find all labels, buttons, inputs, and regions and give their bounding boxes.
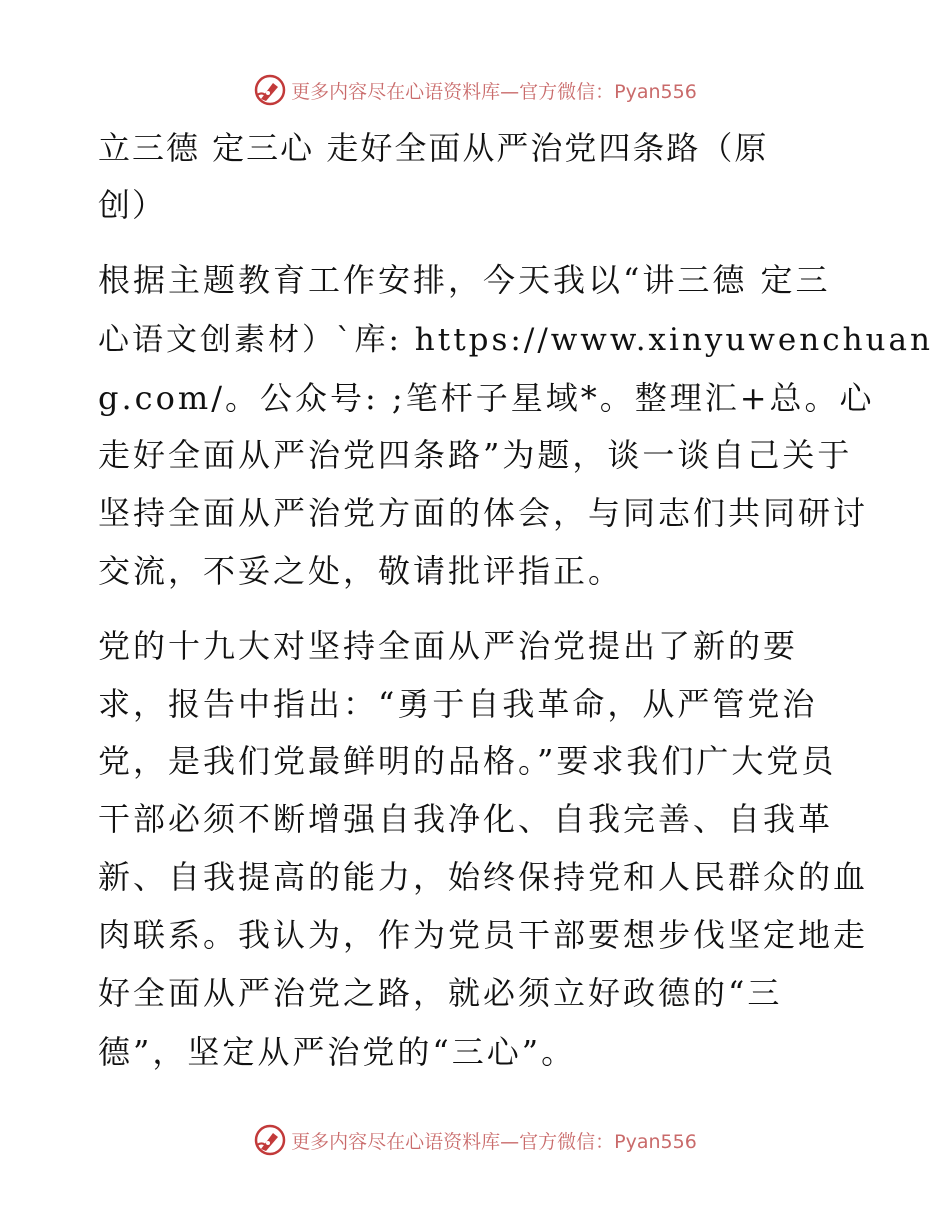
footer-banner-text: 更多内容尽在心语资料库—官方微信：Pyan556	[291, 1130, 697, 1153]
paragraph1-line-1: 根据主题教育工作安排，今天我以“讲三德 定三	[98, 261, 831, 299]
paragraph2-line-5: 新、自我提高的能力，始终保持党和人民群众的血	[98, 858, 869, 896]
paragraph2-line-6: 肉联系。我认为，作为党员干部要想步伐坚定地走	[98, 916, 869, 954]
paragraph1-line-5: 坚持全面从严治党方面的体会，与同志们共同研讨	[98, 494, 869, 532]
paragraph2-line-4: 干部必须不断增强自我净化、自我完善、自我革	[98, 800, 834, 838]
paragraph2-line-2: 求，报告中指出：“勇于自我革命，从严管党治	[98, 685, 818, 723]
paragraph1-line-4: 走好全面从严治党四条路”为题，谈一谈自己关于	[98, 436, 853, 474]
title-line-2: 创）	[98, 186, 167, 224]
paragraph2-line-7: 好全面从严治党之路，就必须立好政德的“三	[98, 974, 783, 1012]
footer-banner	[0, 1120, 950, 1160]
title-line-1: 立三德 定三心 走好全面从严治党四条路（原	[98, 129, 769, 167]
wechat-id: Pyan556	[614, 1130, 697, 1153]
pen-nib-logo-icon	[253, 1123, 287, 1157]
header-banner	[0, 70, 950, 110]
pen-nib-logo-icon	[253, 73, 287, 107]
paragraph2-line-8: 德”，坚定从严治党的“三心”。	[98, 1033, 577, 1071]
header-banner-text: 更多内容尽在心语资料库—官方微信：Pyan556	[291, 80, 697, 103]
paragraph2-line-1: 党的十九大对坚持全面从严治党提出了新的要	[98, 627, 799, 665]
wechat-id: Pyan556	[614, 80, 697, 103]
paragraph2-line-3: 党，是我们党最鲜明的品格。”要求我们广大党员	[98, 742, 837, 780]
paragraph1-line-3: g.com/。公众号: ;笔杆子星域*。整理汇+总。心	[98, 379, 875, 417]
paragraph1-line-2: 心语文创素材）`库: https://www.xinyuwenchuan	[98, 322, 933, 358]
paragraph1-line-6: 交流，不妥之处，敬请批评指正。	[98, 552, 624, 590]
